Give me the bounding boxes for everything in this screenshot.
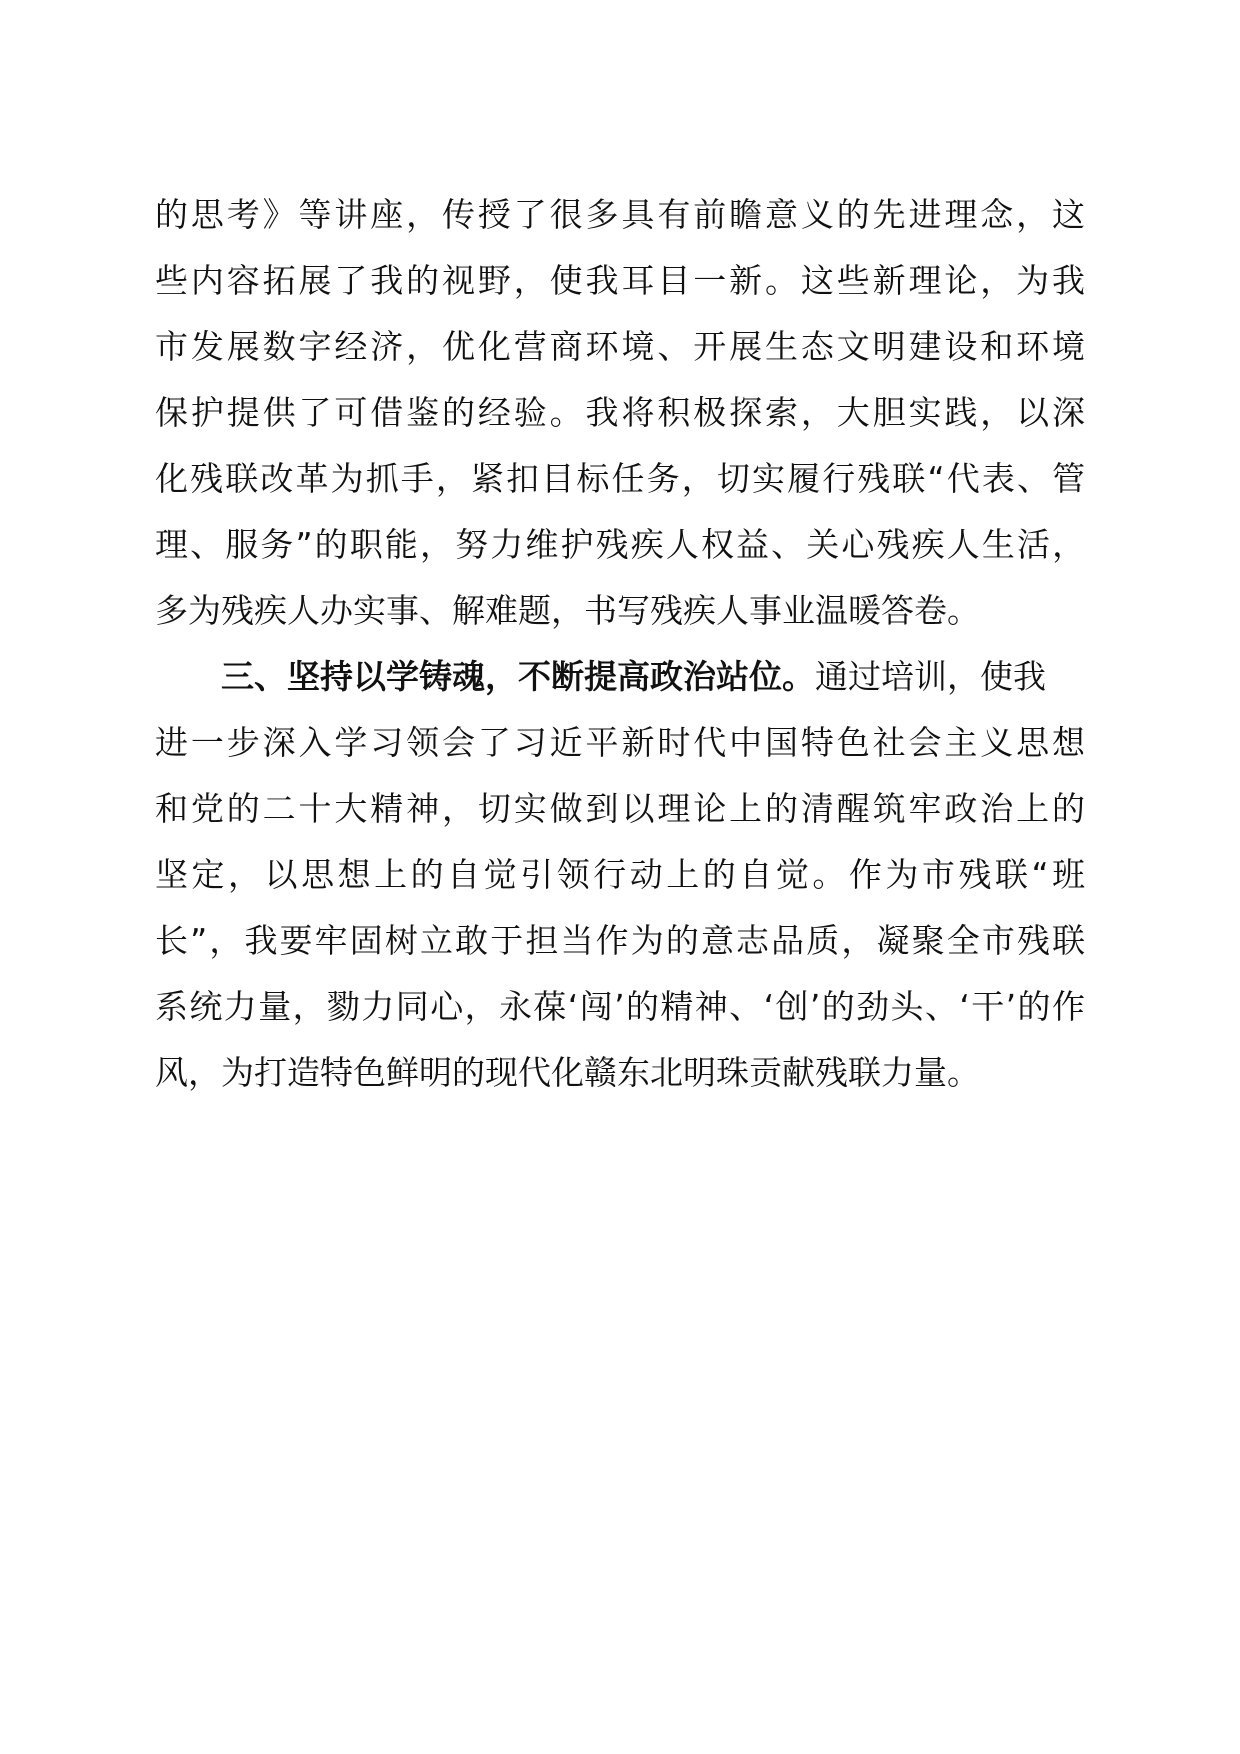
text-line — [155, 710, 1088, 776]
text-line — [155, 908, 1088, 974]
document-body — [155, 182, 1089, 1106]
paragraph-2 — [155, 644, 1089, 1106]
text-line-content: 系统力量，勠力同心，永葆‘闯’的精神、‘创’的劲头、‘干’的作 — [155, 987, 1087, 1026]
text-line-content: 长”，我要牢固树立敢于担当作为的意志品质，凝聚全市残联 — [155, 921, 1088, 960]
text-line — [155, 380, 1088, 446]
text-line-content: 理、服务”的职能，努力维护残疾人权益、关心残疾人生活， — [155, 525, 1088, 564]
text-line-content: 些内容拓展了我的视野，使我耳目一新。这些新理论，为我 — [155, 261, 1088, 300]
text-line-content: 的思考》等讲座，传授了很多具有前瞻意义的先进理念，这 — [155, 195, 1088, 234]
text-line — [155, 578, 1085, 644]
text-line-content: 坚定，以思想上的自觉引领行动上的自觉。作为市残联“班 — [155, 855, 1089, 894]
text-line-content: 进一步深入学习领会了习近平新时代中国特色社会主义思想 — [155, 723, 1088, 762]
text-line-content: 保护提供了可借鉴的经验。我将积极探索，大胆实践，以深 — [155, 393, 1088, 432]
text-line — [155, 182, 1088, 248]
text-line-content: 风，为打造特色鲜明的现代化赣东北明珠贡献残联力量。 — [155, 1053, 980, 1092]
text-line-content: 通过培训，使我 — [815, 657, 1046, 696]
text-line — [155, 512, 1088, 578]
text-line — [155, 1040, 1085, 1106]
text-line-content: 多为残疾人办实事、解难题，书写残疾人事业温暖答卷。 — [155, 591, 980, 630]
text-line-content: 化残联改革为抓手，紧扣目标任务，切实履行残联“代表、管 — [155, 459, 1088, 498]
text-line — [155, 974, 1085, 1040]
text-line — [155, 314, 1088, 380]
text-line — [155, 248, 1088, 314]
section-heading: 三、坚持以学铸魂，不断提高政治站位。 — [221, 657, 815, 696]
text-line — [155, 842, 1089, 908]
paragraph-1 — [155, 182, 1088, 644]
text-line-content: 和党的二十大精神，切实做到以理论上的清醒筑牢政治上的 — [155, 789, 1088, 828]
text-line-content: 市发展数字经济，优化营商环境、开展生态文明建设和环境 — [155, 327, 1088, 366]
text-line-with-heading — [155, 644, 1085, 710]
text-line — [155, 776, 1088, 842]
text-line — [155, 446, 1088, 512]
